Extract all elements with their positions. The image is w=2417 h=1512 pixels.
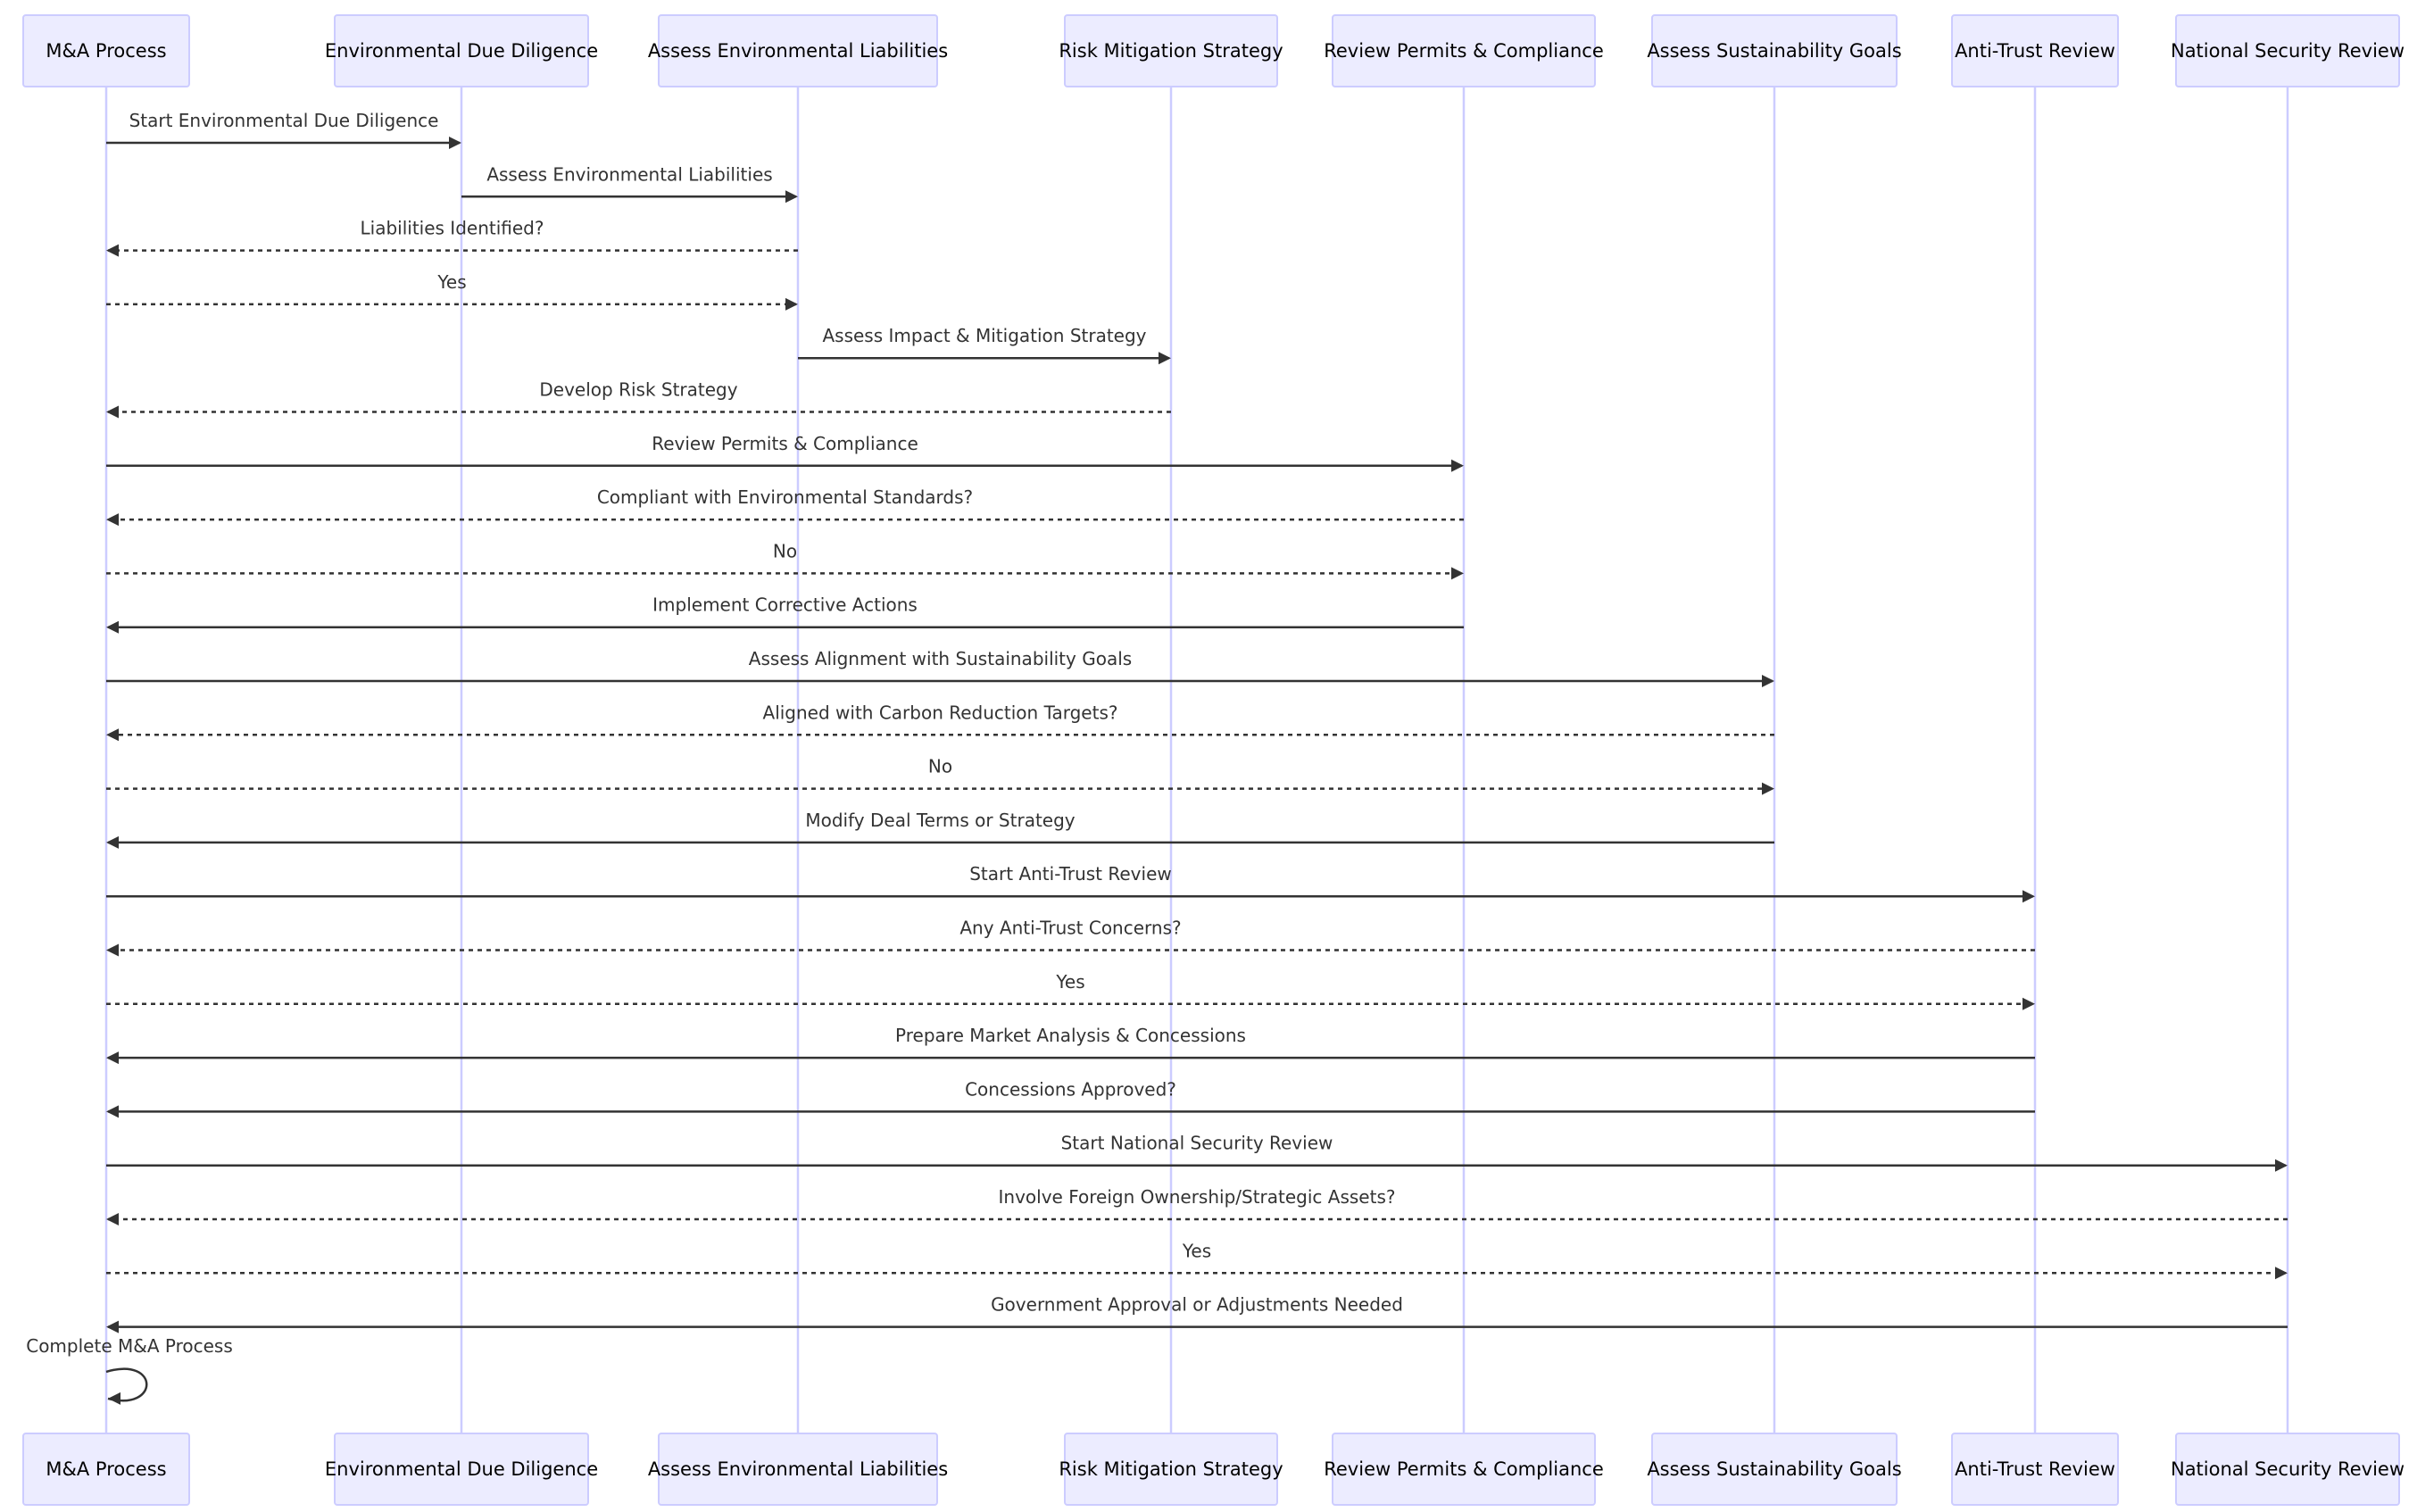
actor-label: Review Permits & Compliance [1324,40,1604,62]
actor-mna-top [23,15,189,87]
arrowhead [106,1321,119,1333]
message-label: Start Environmental Due Diligence [129,110,439,131]
actor-ael-bottom [648,1433,948,1505]
actor-rms-top [1059,15,1283,87]
arrowhead [785,190,798,203]
message-20 [106,1186,2288,1225]
message-9 [106,594,1464,634]
actor-label: Review Permits & Compliance [1324,1458,1604,1480]
actor-mna-bottom [23,1433,189,1505]
message-0 [106,110,461,149]
actor-label: Assess Sustainability Goals [1647,40,1902,62]
message-19 [106,1133,2288,1172]
message-label: Assess Environmental Liabilities [486,163,773,186]
message-18 [106,1078,2035,1117]
arrowhead [106,1051,119,1064]
message-label: Start National Security Review [1060,1132,1333,1154]
message-label: No [772,540,798,562]
message-22 [106,1294,2288,1333]
actor-label: Anti-Trust Review [1955,1458,2115,1480]
arrowhead [106,1105,119,1117]
message-label: Assess Impact & Mitigation Strategy [822,325,1147,347]
actors-bottom [23,1433,2405,1505]
arrowhead [2275,1159,2288,1172]
message-label: No [927,755,953,777]
actor-label: Environmental Due Diligence [324,40,599,62]
actor-rpc-bottom [1324,1433,1604,1505]
message-label: Concessions Approved? [965,1078,1176,1101]
message-label: Compliant with Environmental Standards? [596,486,974,509]
actor-label: National Security Review [2170,40,2405,62]
actor-nsr-bottom [2171,1433,2405,1505]
message-line [106,1369,146,1401]
arrowhead [106,1213,119,1225]
arrowhead [108,1392,120,1405]
message-3 [106,271,798,311]
message-2 [106,218,798,257]
message-4 [798,325,1171,364]
message-21 [106,1240,2288,1279]
actor-label: Assess Environmental Liabilities [647,1458,949,1480]
arrowhead [1762,675,1774,687]
message-12 [106,756,1774,795]
message-label: Government Approval or Adjustments Needed [991,1293,1403,1316]
arrowhead [2022,998,2035,1010]
message-label: Start Anti-Trust Review [969,863,1172,885]
arrowhead [1762,783,1774,795]
actor-label: M&A Process [46,40,167,62]
actor-asg-top [1647,15,1901,87]
arrowhead [2275,1267,2288,1279]
arrowhead [449,137,461,149]
actor-asg-bottom [1647,1433,1901,1505]
message-23 [26,1335,233,1405]
actor-rpc-top [1324,15,1604,87]
message-label: Complete M&A Process [26,1334,233,1357]
message-label: Involve Foreign Ownership/Strategic Assets? [998,1186,1396,1208]
actor-label: Assess Sustainability Goals [1647,1458,1902,1480]
actor-label: Assess Environmental Liabilities [647,40,949,62]
message-1 [461,163,798,203]
actor-label: Anti-Trust Review [1955,40,2115,62]
arrowhead [785,298,798,311]
message-13 [106,810,1774,849]
message-6 [106,433,1464,472]
message-16 [106,971,2035,1010]
message-label: Liabilities Identified? [360,217,544,239]
actor-rms-bottom [1059,1433,1283,1505]
actor-label: Risk Mitigation Strategy [1059,40,1283,62]
message-label: Yes [1056,970,1085,993]
message-17 [106,1025,2035,1064]
message-15 [106,918,2035,957]
message-14 [106,863,2035,902]
message-8 [106,540,1464,579]
message-5 [106,379,1171,419]
arrowhead [106,944,119,957]
arrowhead [1159,352,1171,364]
message-label: Review Permits & Compliance [652,432,918,454]
arrowhead [106,513,119,526]
actor-atr-top [1952,15,2118,87]
actor-ael-top [648,15,948,87]
actors-top [23,15,2405,87]
message-label: Yes [1182,1240,1212,1262]
message-label: Prepare Market Analysis & Concessions [895,1025,1246,1047]
arrowhead [106,728,119,741]
messages [26,110,2288,1405]
arrowhead [106,621,119,634]
actor-edd-top [325,15,598,87]
arrowhead [1451,567,1464,579]
message-label: Implement Corrective Actions [652,594,918,616]
message-7 [106,486,1464,526]
message-label: Modify Deal Terms or Strategy [805,809,1076,831]
message-label: Yes [437,270,467,293]
actor-atr-bottom [1952,1433,2118,1505]
arrowhead [1451,460,1464,472]
actor-label: Risk Mitigation Strategy [1059,1458,1283,1480]
actor-nsr-top [2171,15,2405,87]
arrowhead [106,245,119,257]
message-label: Any Anti-Trust Concerns? [959,917,1182,939]
message-label: Aligned with Carbon Reduction Targets? [762,702,1118,724]
message-label: Develop Risk Strategy [539,378,738,401]
lifelines [106,87,2288,1433]
arrowhead [106,836,119,849]
actor-edd-bottom [325,1433,598,1505]
message-label: Assess Alignment with Sustainability Goals [748,648,1133,669]
message-11 [106,702,1774,741]
actor-label: M&A Process [46,1458,167,1480]
actor-label: National Security Review [2170,1458,2405,1480]
arrowhead [106,406,119,419]
message-10 [106,648,1774,687]
actor-label: Environmental Due Diligence [324,1458,599,1480]
arrowhead [2022,890,2035,902]
